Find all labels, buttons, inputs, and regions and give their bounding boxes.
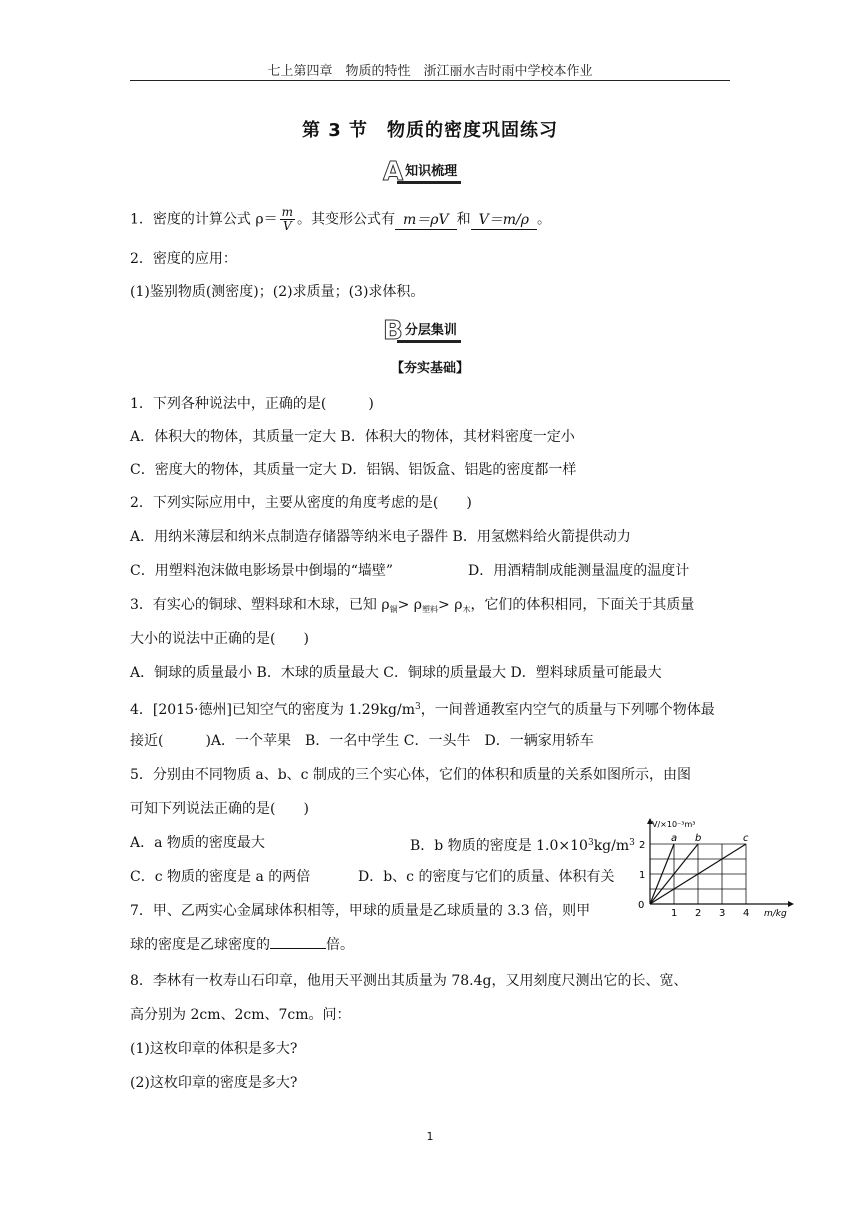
- question-3-text-end: ，它们的体积相同，下面关于其质量: [470, 597, 695, 613]
- question-3-text: 3．有实心的铜球、塑料球和木球，已知 ρ: [130, 597, 390, 613]
- answer-blank-1: m＝ρV: [395, 211, 457, 230]
- question-2: 2．下列实际应用中，主要从密度的角度考虑的是( ): [130, 495, 472, 511]
- question-3-line-2: 大小的说法中正确的是( ): [130, 631, 309, 647]
- formula-prefix: 1．密度的计算公式 ρ＝: [130, 211, 278, 228]
- question-1: 1．下列各种说法中，正确的是( ): [130, 396, 374, 412]
- formula-and: 和: [456, 211, 471, 228]
- y-tick-label: 1: [639, 870, 646, 881]
- page-number: 1: [426, 1130, 434, 1143]
- y-axis-label: V/×10⁻³m³: [652, 820, 696, 829]
- question-7: 7．甲、乙两实心金属球体积相等，甲球的质量是乙球质量的 3.3 倍，则甲: [130, 903, 591, 919]
- comparison-1: > ρ: [397, 597, 423, 613]
- answer-blank-2: V＝m/ρ: [471, 211, 537, 230]
- question-5: 5．分别由不同物质 a、b、c 制成的三个实心体，它们的体积和质量的关系如图所示，由图: [130, 767, 691, 783]
- question-3-options: A．铜球的质量最小 B．木球的质量最大 C．铜球的质量最大 D．塑料球质量可能最大: [130, 665, 662, 681]
- question-3: [130, 596, 740, 619]
- question-5-option-b: [410, 834, 635, 855]
- series-label-b: b: [695, 833, 702, 844]
- banner-letter-icon: A: [383, 157, 404, 187]
- origin-label: 0: [638, 900, 645, 911]
- superscript: 3: [629, 838, 635, 848]
- question-4-text-end: ，一间普通教室内空气的质量与下列哪个物体最: [420, 702, 715, 718]
- banner-label: 知识梳理: [397, 159, 461, 184]
- subsection-title: 【夯实基础】: [390, 361, 469, 376]
- series-label-c: c: [743, 833, 749, 844]
- comparison-2: > ρ: [438, 597, 463, 613]
- question-4-text: 4．[2015·德州]已知空气的密度为 1.29kg/m: [130, 702, 415, 718]
- x-axis-arrow-icon: [788, 901, 794, 907]
- subscript-copper: 铜: [389, 605, 398, 614]
- superscript: 3: [587, 838, 594, 848]
- x-tick-label: 1: [671, 908, 678, 918]
- formula-end: 。: [536, 211, 551, 228]
- question-2-option-d: D．用酒精制成能测量温度的温度计: [468, 563, 690, 579]
- question-8: 8．李林有一枚寿山石印章，他用天平测出其质量为 78.4g，又用刻度尺测出它的长、宽、: [130, 973, 688, 989]
- x-tick-label: 3: [719, 908, 726, 918]
- question-8-sub-1: (1)这枚印章的体积是多大?: [130, 1041, 298, 1057]
- question-7-text-end: 倍。: [326, 937, 354, 953]
- x-tick-label: 2: [695, 908, 702, 918]
- question-7-text: 球的密度是乙球密度的: [130, 937, 270, 953]
- running-header: 七上第四章 物质的特性 浙江丽水吉时雨中学校本作业: [267, 64, 593, 79]
- answer-blank: [270, 948, 326, 949]
- question-5-option-c: C．c 物质的密度是 a 的两倍: [130, 869, 311, 885]
- subscript-wood: 木: [462, 605, 471, 614]
- question-8-line-2: 高分别为 2cm、2cm、7cm。问：: [130, 1007, 351, 1023]
- header-divider: [130, 80, 730, 81]
- question-2-options-cd: [130, 562, 740, 580]
- y-tick-label: 2: [639, 840, 646, 851]
- series-label-a: a: [671, 833, 678, 844]
- question-1-options-ab: A．体积大的物体，其质量一定大 B．体积大的物体，其材料密度一定小: [130, 429, 575, 445]
- formula-middle: 。其变形公式有: [296, 211, 395, 228]
- question-4-line-2: 接近( )A．一个苹果 B．一名中学生 C．一头牛 D．一辆家用轿车: [130, 733, 594, 749]
- question-5-option-d: D．b、c 的密度与它们的质量、体积有关: [358, 869, 615, 885]
- banner-letter-icon: B: [383, 316, 403, 346]
- question-4: [130, 698, 740, 719]
- banner-label: 分层集训: [397, 318, 461, 343]
- question-5-option-a: A．a 物质的密度最大: [130, 835, 265, 851]
- page-title: 第 3 节 物质的密度巩固练习: [301, 120, 559, 141]
- fraction-denominator: V: [282, 219, 292, 233]
- question-2-options-ab: A．用纳米薄层和纳米点制造存储器等纳米电子器件 B．用氢燃料给火箭提供动力: [130, 529, 631, 545]
- question-8-sub-2: (2)这枚印章的密度是多大?: [130, 1075, 298, 1091]
- knowledge-item-1: [130, 206, 740, 233]
- question-2-option-c: C．用塑料泡沫做电影场景中倒塌的“墙壁”: [130, 563, 394, 579]
- x-tick-label: 4: [743, 908, 750, 918]
- section-banner-knowledge: [383, 157, 461, 187]
- x-axis-label: m/kg: [764, 909, 787, 918]
- option-b-text: B．b 物质的密度是 1.0×10: [410, 838, 588, 854]
- subscript-plastic: 塑料: [422, 605, 439, 614]
- knowledge-item-2: 2．密度的应用：: [130, 251, 237, 267]
- question-5-line-2: 可知下列说法正确的是( ): [130, 801, 309, 817]
- question-1-options-cd: C．密度大的物体，其质量一定大 D．铝锅、铝饭盒、铝匙的密度都一样: [130, 462, 577, 478]
- question-7-line-2: [130, 936, 740, 954]
- option-b-unit: kg/m: [593, 838, 630, 854]
- section-banner-practice: [383, 316, 461, 346]
- superscript: 3: [414, 702, 421, 712]
- knowledge-item-2-detail: (1)鉴别物质(测密度)；(2)求质量；(3)求体积。: [130, 284, 425, 300]
- fraction-numerator: m: [281, 205, 293, 219]
- density-fraction: [280, 206, 295, 233]
